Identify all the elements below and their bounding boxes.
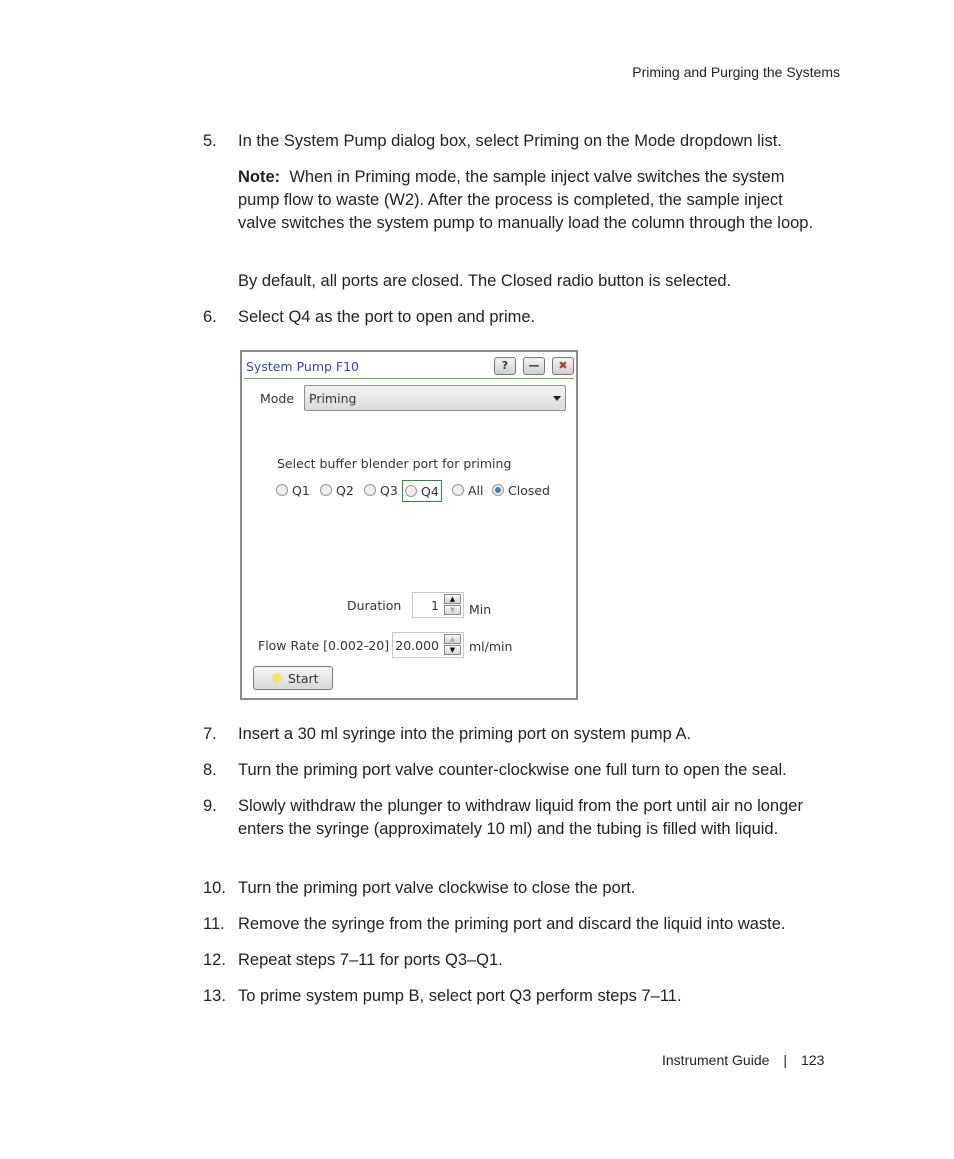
close-button[interactable]: ✖: [552, 357, 574, 375]
step-number: 9.: [203, 797, 217, 815]
note-paragraph: [238, 166, 818, 235]
radio-circle-icon: [405, 485, 417, 497]
flow-rate-unit: ml/min: [469, 639, 513, 654]
mode-label: Mode: [260, 391, 295, 406]
radio-label: Q1: [292, 482, 310, 498]
radio-q4[interactable]: [402, 480, 442, 502]
increment-icon[interactable]: ▲: [444, 634, 461, 644]
duration-label: Duration: [347, 598, 402, 613]
radio-label: Q4: [421, 483, 439, 499]
mode-dropdown[interactable]: [304, 385, 566, 411]
step-number: 13.: [203, 987, 226, 1005]
start-label: Start: [288, 671, 319, 686]
port-prompt: Select buffer blender port for priming: [277, 456, 512, 471]
radio-q1[interactable]: [276, 480, 310, 500]
chevron-down-icon: [553, 396, 561, 401]
step-text: Turn the priming port valve clockwise to close the port.: [238, 879, 636, 897]
increment-icon[interactable]: ▲: [444, 594, 461, 604]
step-number: 7.: [203, 725, 217, 743]
decrement-icon[interactable]: ▼: [444, 645, 461, 655]
duration-stepper[interactable]: [412, 592, 464, 618]
duration-value: 1: [431, 598, 439, 613]
radio-all[interactable]: [452, 480, 484, 500]
flow-rate-stepper[interactable]: [392, 632, 464, 658]
step-number: 5.: [203, 132, 217, 150]
step-text: Insert a 30 ml syringe into the priming port on system pump A.: [238, 725, 692, 743]
radio-label: Q2: [336, 482, 354, 498]
step-number: 12.: [203, 951, 226, 969]
step-text: Turn the priming port valve counter-clockwise one full turn to open the seal.: [238, 761, 787, 779]
radio-label: Closed: [508, 482, 550, 498]
system-pump-dialog: [240, 350, 578, 700]
decrement-icon[interactable]: ▼: [444, 605, 461, 615]
step-text: In the System Pump dialog box, select Priming on the Mode dropdown list.: [238, 132, 782, 150]
step-text: Remove the syringe from the priming port and discard the liquid into waste.: [238, 915, 786, 933]
start-icon: [272, 673, 282, 683]
step-text: To prime system pump B, select port Q3 perform steps 7–11.: [238, 987, 682, 1005]
note-text: When in Priming mode, the sample inject valve switches the system pump flow to waste (W2). After the process is completed, the sample inject valve switches the system pump to manually load the column through the loop.: [238, 168, 814, 232]
default-paragraph: By default, all ports are closed. The Closed radio button is selected.: [238, 272, 732, 290]
step-text: Select Q4 as the port to open and prime.: [238, 308, 536, 326]
page-number: 123: [801, 1052, 825, 1068]
radio-circle-icon: [320, 484, 332, 496]
footer-guide: Instrument Guide: [662, 1052, 770, 1068]
flow-rate-value: 20.000: [395, 638, 439, 653]
help-button[interactable]: ?: [494, 357, 516, 375]
flow-rate-label: Flow Rate [0.002-20]: [258, 638, 390, 653]
title-divider: [244, 378, 574, 379]
step-text: Repeat steps 7–11 for ports Q3–Q1.: [238, 951, 503, 969]
radio-circle-icon: [276, 484, 288, 496]
footer-separator: |: [783, 1052, 788, 1068]
step-number: 6.: [203, 308, 217, 326]
note-label: Note:: [238, 168, 281, 186]
radio-selected-icon: [492, 484, 504, 496]
duration-unit: Min: [469, 602, 492, 617]
radio-closed[interactable]: [492, 480, 550, 500]
running-header: Priming and Purging the Systems: [632, 64, 840, 80]
radio-circle-icon: [364, 484, 376, 496]
step-number: 11.: [203, 915, 225, 933]
radio-label: Q3: [380, 482, 398, 498]
step-number: 10.: [203, 879, 226, 897]
start-button[interactable]: [253, 666, 333, 690]
radio-q2[interactable]: [320, 480, 354, 500]
step-text: Slowly withdraw the plunger to withdraw liquid from the port until air no longer enters the syringe (approximately 10 ml) and the tubing is filled with liquid.: [238, 797, 803, 838]
radio-circle-icon: [452, 484, 464, 496]
step-number: 8.: [203, 761, 217, 779]
minimize-button[interactable]: —: [523, 357, 545, 375]
radio-label: All: [468, 482, 484, 498]
radio-q3[interactable]: [364, 480, 398, 500]
dialog-title: System Pump F10: [246, 359, 360, 374]
page-footer: [662, 1052, 824, 1068]
mode-value: Priming: [309, 391, 357, 406]
